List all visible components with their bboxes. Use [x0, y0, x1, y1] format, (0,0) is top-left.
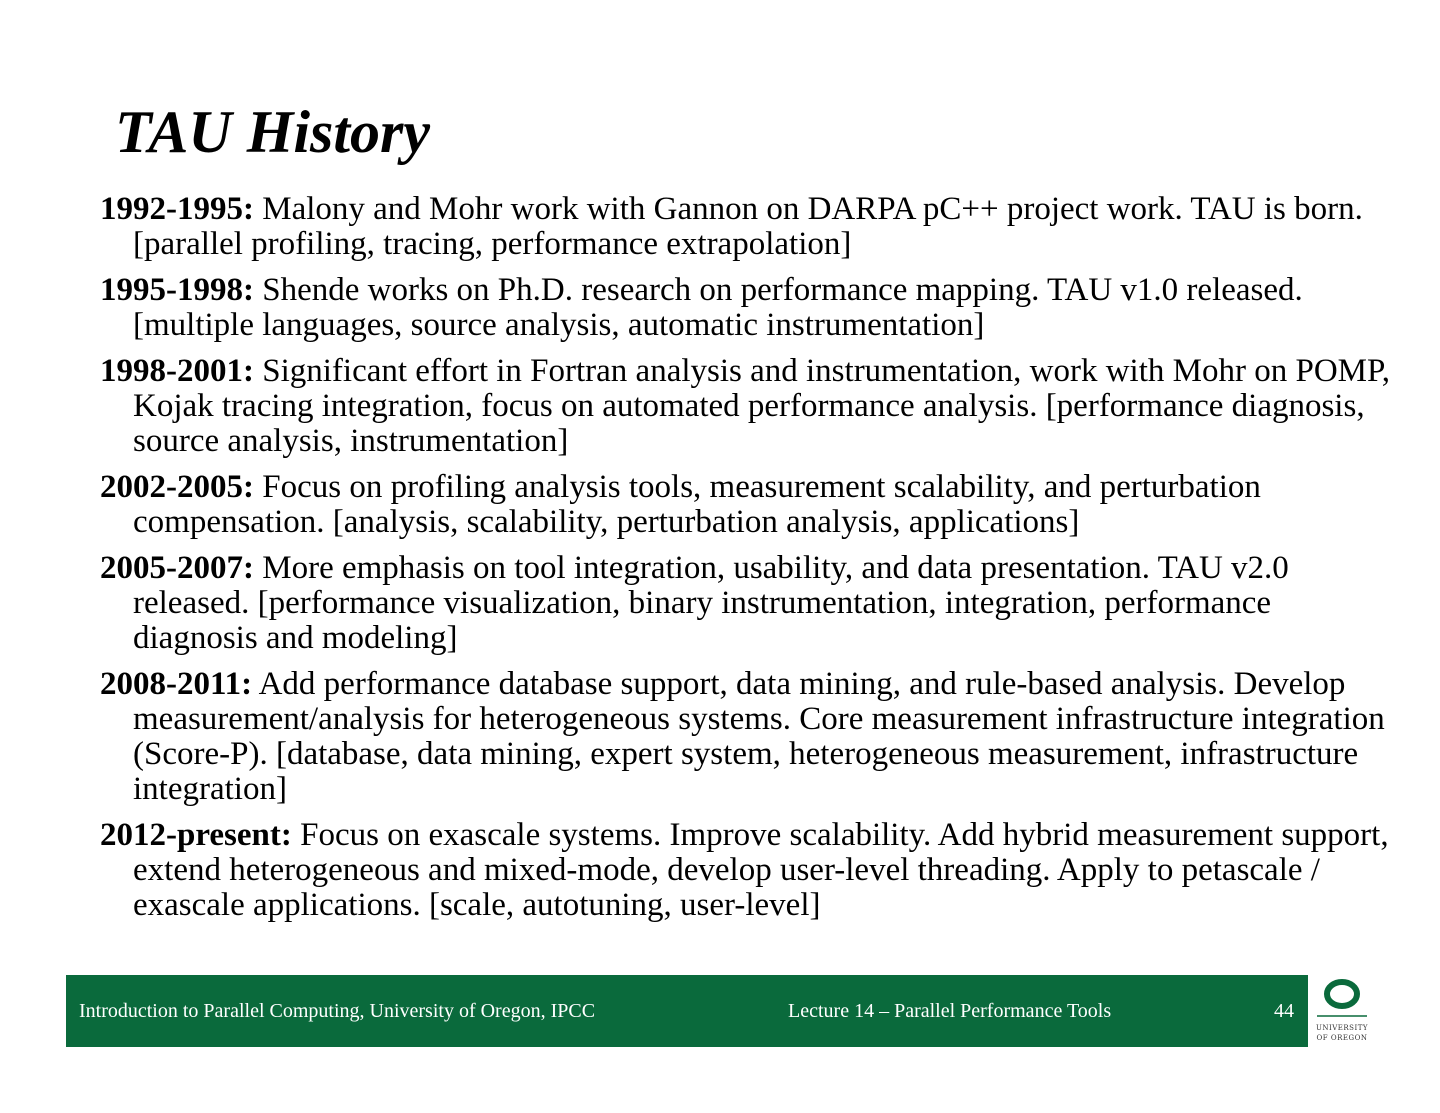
university-logo — [1312, 975, 1372, 1047]
logo-text-university: UNIVERSITY — [1315, 1024, 1369, 1032]
footer-bar — [66, 975, 1308, 1047]
history-list — [100, 192, 1400, 934]
footer-course: Introduction to Parallel Computing, University of Oregon, IPCC — [79, 1000, 596, 1022]
history-item-1998 — [100, 354, 1400, 459]
history-period: 1998-2001: — [100, 353, 254, 389]
page-number: 44 — [1274, 1000, 1294, 1022]
history-item-1992 — [100, 192, 1400, 262]
footer-lecture: Lecture 14 – Parallel Performance Tools — [788, 1000, 1112, 1022]
history-item-2005 — [100, 551, 1400, 656]
history-item-2008 — [100, 667, 1400, 807]
history-period: 2008-2011: — [100, 666, 253, 702]
history-period: 1995-1998: — [100, 272, 254, 308]
history-text: More emphasis on tool integration, usability, and data presentation. TAU v2.0 released. [performance visualization, binary instrumentation, integration, performance diagnosis and modeling] — [133, 550, 1289, 656]
history-text: Significant effort in Fortran analysis and instrumentation, work with Mohr on POMP, Kojak tracing integration, focus on automated performance analysis. [performance diagnosis, source analysis, instrumentation] — [133, 353, 1390, 459]
history-period: 2012-present: — [100, 817, 292, 853]
history-period: 2005-2007: — [100, 550, 254, 586]
history-period: 2002-2005: — [100, 469, 254, 505]
history-text: Add performance database support, data mining, and rule-based analysis. Develop measurement/analysis for heterogeneous systems. Core measurement infrastructure integration (Score-P). [database, data mining, expert system, heterogeneous measurement, infrastructure integration] — [133, 666, 1385, 807]
logo-text-oregon: OF OREGON — [1316, 1034, 1368, 1042]
history-item-1995 — [100, 273, 1400, 343]
history-text: Focus on exascale systems. Improve scalability. Add hybrid measurement support, extend heterogeneous and mixed-mode, develop user-level threading. Apply to petascale / exascale applications. [scale, autotuning, user-level] — [133, 817, 1389, 923]
history-period: 1992-1995: — [100, 191, 254, 227]
history-item-2002 — [100, 470, 1400, 540]
history-text: Malony and Mohr work with Gannon on DARPA pC++ project work. TAU is born. [parallel profiling, tracing, performance extrapolation] — [133, 191, 1363, 262]
history-text: Focus on profiling analysis tools, measurement scalability, and perturbation compensation. [analysis, scalability, perturbation analysis, applications] — [133, 469, 1261, 540]
history-text: Shende works on Ph.D. research on performance mapping. TAU v1.0 released. [multiple languages, source analysis, automatic instrumentation] — [133, 272, 1303, 343]
history-item-2012 — [100, 818, 1400, 923]
oregon-o-icon — [1312, 975, 1372, 1023]
slide-title: TAU History — [115, 99, 431, 165]
